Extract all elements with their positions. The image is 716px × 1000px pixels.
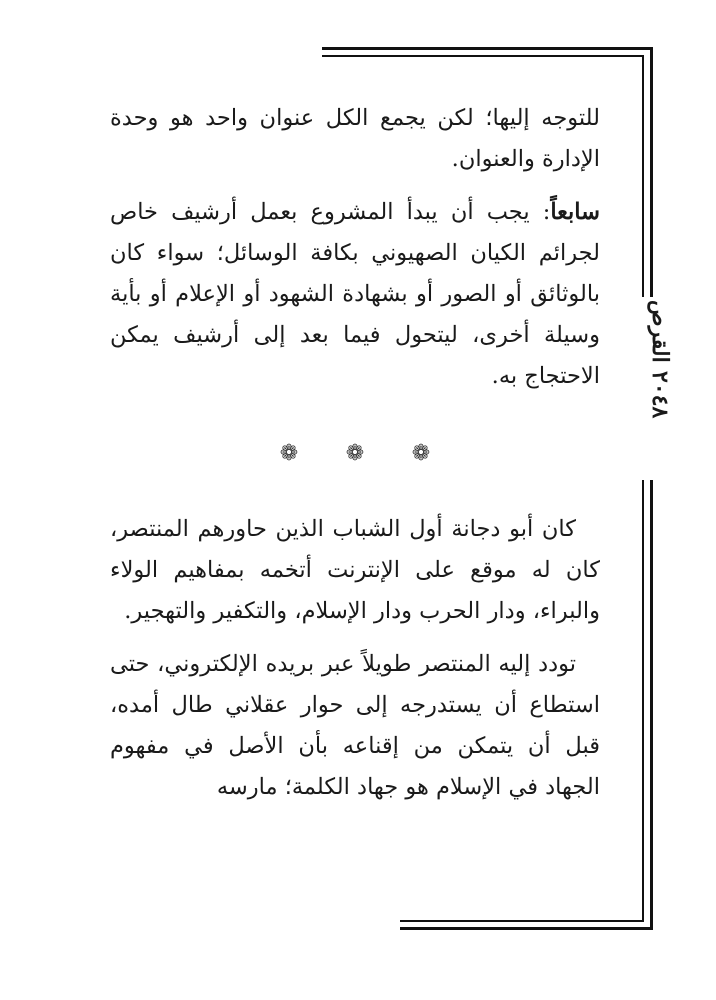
page-body [110, 98, 600, 808]
paragraph-abu-dujana: كان أبو دجانة أول الشباب الذين حاورهم المنتصر، كان له موقع على الإنترنت أتخمه بمفاهيم الولاء والبراء، ودار الحرب ودار الإسلام، والتكفير والتهجير. [110, 516, 600, 624]
paragraph-email-dialogue: تودد إليه المنتصر طويلاً عبر بريده الإلكتروني، حتى استطاع أن يستدرجه إلى حوار عقلاني طال أمده، قبل أن يتمكن من إقناعه بأن الأصل في مفهوم الجهاد في الإسلام هو جهاد الكلمة؛ مارسه [110, 651, 600, 800]
frame-bottom-outer-line [400, 927, 653, 930]
flower-ornament-icon: ❁ [279, 440, 299, 466]
running-header [615, 300, 705, 470]
flower-ornament-icon: ❁ [345, 440, 365, 466]
frame-right-lower-inner-line [642, 480, 644, 922]
frame-top-inner-line [322, 55, 644, 57]
seventh-lead-word: سابعاً [550, 199, 600, 225]
frame-right-upper-inner-line [642, 55, 644, 297]
paragraph-continuation: للتوجه إليها؛ لكن يجمع الكل عنوان واحد هو وحدة الإدارة والعنوان. [110, 105, 600, 172]
paragraph-gap [110, 632, 600, 644]
paragraph-seventh [110, 192, 600, 397]
book-title: القرص [647, 300, 673, 363]
seventh-lead-text: : يجب أن يبدأ المشروع بعمل أرشيف [157, 199, 551, 225]
section-separator [110, 397, 600, 509]
paragraph-gap [110, 180, 600, 192]
seventh-body-text: خاص لجرائم الكيان الصهيوني بكافة الوسائل؛ سواء كان بالوثائق أو الصور أو بشهادة الشهود أو الإعلام أو بأية وسيلة أخرى، ليتحول فيما بعد إلى أرشيف يمكن الاحتجاج به. [110, 199, 600, 389]
frame-bottom-inner-line [400, 920, 644, 922]
frame-top-outer-line [322, 47, 652, 50]
frame-right-upper-outer-line [650, 47, 653, 297]
frame-right-lower-outer-line [650, 480, 653, 930]
flower-ornament-icon: ❁ [411, 440, 431, 466]
page-number: ٢٠٤٨ [647, 370, 673, 418]
